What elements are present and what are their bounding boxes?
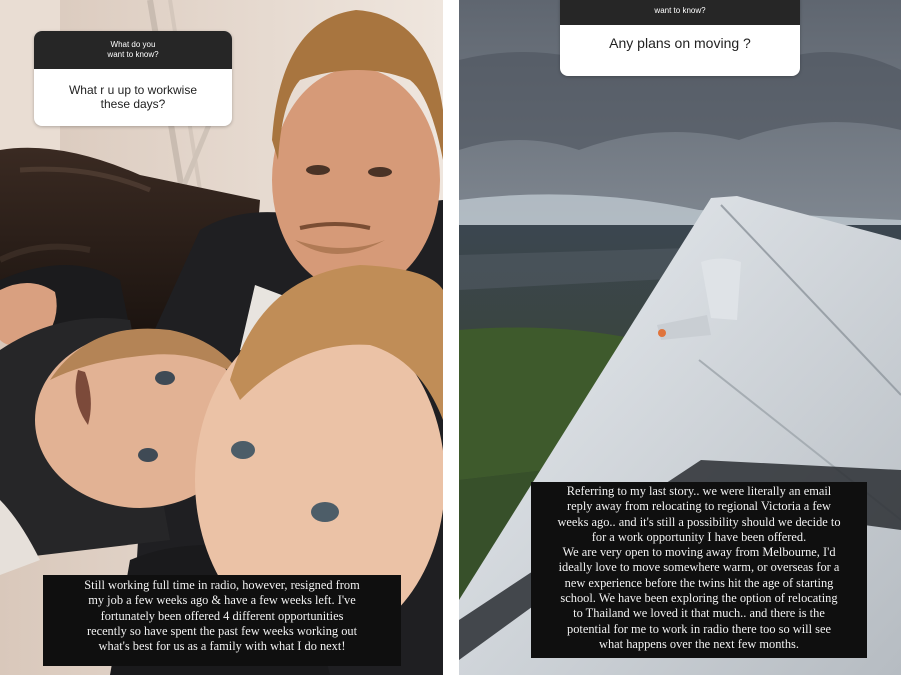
man-face — [272, 68, 440, 292]
caption-line: weeks ago.. and it's still a possibility should we decide to — [557, 514, 841, 529]
answer-line: these days? — [100, 97, 166, 111]
caption-line: what's best for us as a family with what I do next! — [98, 639, 346, 654]
answer-line: Any plans on moving ? — [609, 35, 751, 51]
caption-line: potential for me to work in radio there too so will see — [567, 621, 831, 636]
caption-line: recently so have spent the past few weeks working out — [86, 623, 358, 638]
prompt-line: want to know? — [107, 50, 159, 59]
caption-line: new experience before the twins hit the age of starting — [564, 575, 834, 590]
caption-line: school. We have been exploring the option of relocating — [560, 591, 838, 606]
caption-line: for a work opportunity I have been offered. — [591, 529, 807, 544]
caption-line: fortunately been offered 4 different opportunities — [100, 608, 344, 623]
story-panel-left — [0, 0, 443, 675]
story-caption — [531, 482, 867, 658]
story-caption — [43, 575, 401, 666]
story-panel-right — [459, 0, 901, 675]
caption-line: Referring to my last story.. we were literally an email — [566, 484, 832, 498]
prompt-line: want to know? — [654, 6, 706, 15]
caption-line: Still working full time in radio, however, resigned from — [84, 578, 360, 592]
caption-line: reply away from relocating to regional Victoria a few — [567, 499, 831, 514]
question-sticker-answer — [34, 69, 232, 111]
question-sticker[interactable] — [560, 0, 800, 76]
caption-line: ideally love to move somewhere warm, or overseas for a — [558, 560, 840, 575]
question-sticker-prompt — [34, 31, 232, 69]
caption-line: We are very open to moving away from Melbourne, I'd — [562, 545, 836, 560]
caption-line: my job a few weeks ago & have a few weeks left. I've — [88, 593, 356, 608]
prompt-line: What do you — [110, 40, 156, 49]
question-sticker[interactable] — [34, 31, 232, 126]
question-sticker-prompt — [560, 0, 800, 25]
question-sticker-answer — [560, 25, 800, 52]
caption-line: to Thailand we loved it that much.. and there is the — [573, 606, 825, 621]
wing-light — [658, 329, 666, 337]
caption-line: what happens over the next few months. — [599, 636, 799, 651]
answer-line: What r u up to workwise — [68, 83, 198, 97]
